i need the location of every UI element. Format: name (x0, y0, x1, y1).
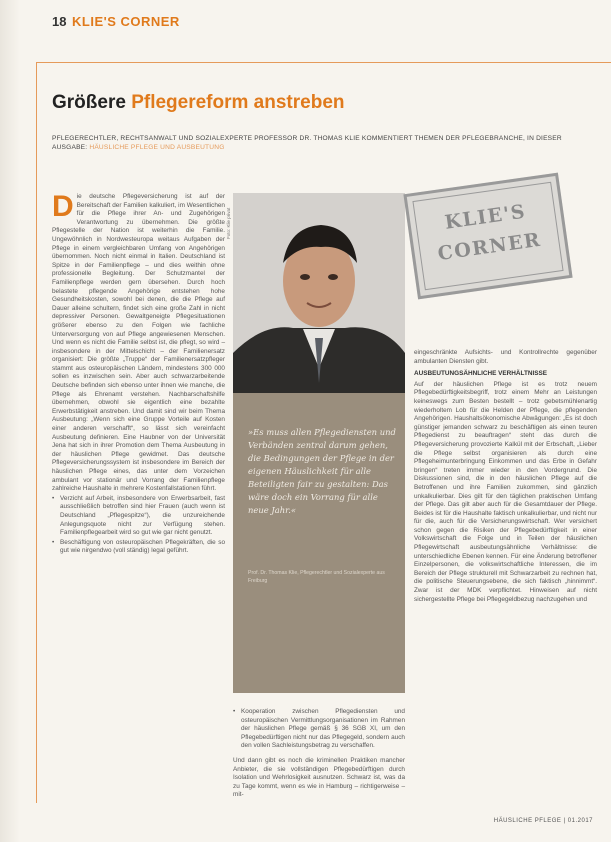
dropcap: D (52, 190, 74, 223)
col3-body: Auf der häuslichen Pflege ist es trotz neuem Pflegebedürftigkeitsbegriff, trotz einem Mehr an Leistungen keineswegs zum Besten bestellt – trotz gebetsmühlenartig wiederholtem Lob für die Helden der Pflege, die pflegenden Angehörigen. Haushaltsökonomische Abwägungen: „Es ist doch günstiger jemanden schwarz zu beschäftigen als einen teuren Pflegedienst zu beauftragen“ steht das durch die Pflegeversicherung provozierte Kalkül mit der Erbschaft, „Lieber die Pflege selbst organisieren als durch eine Pflegeheimunterbringung Einkommen und das Erbe in Gefahr bringen“ treten immer wieder in den Vordergrund. Die Diskussionen sind, die in den häuslichen Pflege auf die Betroffenen und ihre Familien zukommen, sind gänzlich unkalkulierbar. Dies gilt für den täglichen praktischen Umfang der Pflege. Das gilt aber auch für die Gesamtdauer der Pflege. Beides ist für die Haushalte faktisch unkalkulierbar, und nicht nur für die, auch für die Versicherungswirtschaft. Wer versichert schon gegen die Risiken der Pflegebedürftigkeit in einer Volkswirtschaft die Folge und in Teilen der häuslichen Pflegewirtschaft ausbeutungsähnliche Verhältnisse: die unterschiedliche Ebenen kennen. Für eine Änderung betroffener Einzelpersonen, die volkswirtschaftliche Interessen, die im Bereich der Pflege strukturell mit Schwarzarbeit zu rechnen hat, die politische Steuerungsebene, die sich faktisch „hinnimmt“. Zwar ist der MDK verpflichtet. Hinweisen auf nicht sichergestellte Pflege bei Pflegegeldbezug nachzugehen und (414, 380, 597, 603)
stamp-line-2: CORNER (436, 228, 543, 266)
article-headline (52, 92, 345, 114)
col2-body: Und dann gibt es noch die kriminellen Praktiken mancher Anbieter, die sie vollständigen Pflegebedürftigen durch Isolation und Wehrlosigkeit ausnutzen. Schwarz ist, was da zu Tage kommt, wenn es wie in Hamburg – richtigerweise – mit- (233, 756, 405, 799)
text-column-2 (233, 708, 405, 801)
headline-plain: Größere (52, 92, 132, 113)
photo-credit: Foto: Klie privat (226, 207, 231, 239)
pull-quote: »Es muss allen Pflegediensten und Verbänden zentral darum gehen, die Bedingungen der Pflege in der eigenen Häuslichkeit für alle Beteiligten fair zu gestalten: Das wäre doch ein Vorrang für alle neue Jahr.« (248, 427, 396, 515)
page-footer: HÄUSLICHE PFLEGE | 01.2017 (493, 818, 593, 824)
list-item: • Beschäftigung von osteuropäischen Pflegekräften, die so gut wie nirgendwo (voll ständig) legal geführt. (52, 539, 225, 556)
list-item: • Verzicht auf Arbeit, insbesondere von Erwerbsarbeit, fast ausschließlich betroffen sind hier Frauen (auch wenn ist Deutschland „Pflegespitze“), die unzureichende Anlegungsquote nicht zur Verfügung stehen. Familienpflegearbeit wird so gut wie gar nicht genutzt. (52, 495, 225, 538)
page-number: 18 (52, 14, 67, 29)
col3-intro: eingeschränkte Aufsichts- und Kontrollrechte gegenüber ambulanten Diensten gibt. (414, 349, 597, 365)
text-column-3 (414, 349, 597, 605)
author-photo (233, 193, 405, 393)
stamp-line-1: KLIE'S (443, 200, 528, 234)
headline-accent: Pflegereform anstreben (131, 92, 345, 113)
column-subheading: AUSBEUTUNGSÄHNLICHE VERHÄLTNISSE (414, 370, 548, 378)
klies-corner-stamp (403, 173, 572, 300)
page-header (0, 0, 611, 44)
intro-plain: PFLEGERECHTLER, RECHTSANWALT UND SOZIALEXPERTE PROFESSOR DR. THOMAS KLIE KOMMENTIERT THEMEN DER PFLEGEBRANCHE, IN DIESER AUSGABE: (52, 135, 562, 151)
text-column-1 (52, 190, 225, 557)
intro-accent: HÄUSLICHE PFLEGE UND AUSBEUTUNG (89, 144, 225, 151)
col1-body: ie deutsche Pflegeversicherung ist auf der Bereitschaft der Familien kalkuliert, im Wesentlichen für die Pflege ihrer An- und Zugehörigen Verantwortung zu übernehmen. Die größte Pflegestelle der Nation ist weiterhin die Familie. Ungewöhnlich in Nordwesteuropa weitaus Aufgaben der Pflege in einem vergleichbaren Umfang von Angehörigen übernommen. Noch nicht einmal in Italien. Deutschland ist Spitze in der Familienpflege – und dies weithin ohne professionelle Begleitung. Der Schutzmantel der Familienpflege werden gern übersehen. Durch hoch belastete pflegende Angehörige entstehen hohe Gesundheitskosten, sowohl bei denen, die die Pflege auf Dauer alleine schultern, findet sich eine große Zahl in nicht depressiver Personen. Gewaltgeneigte Pflegesituationen größerer ebenso zu den Folgen wie fachliche Unterversorgung von auf Pflege angewiesenen Menschen. Und wenn es nicht die Familie selbst ist, die pflegt, so wird – insbesondere in der Mittelschicht – der Familienersatz organisiert: Die größte „Truppe“ der Familienersatzpfleger stammt aus osteuropäischen Ländern, mindestens 300 000 sollen es inzwischen sein. Aber auch schwarzarbeitende Deutsche befinden sich ebenso unter ihnen wie manche, die Pflege als Ehrenamt verstehen. Nachbarschaftshilfe übernehmen, obwohl sie eigentlich eine bezahlte Erwerbstätigkeit anstreben. Und damit sind wir beim Thema Ausbeutung: „Wenn sich eine Gruppe Vorteile auf Kosten einer anderen verschafft“, so lässt sich vereinfacht Ausbeutung definieren. Eine Haubner von der Universität Jena hat sich in ihrer Promotion dem Thema Ausbeutung in der häuslichen Pflege gewidmet. Das deutsche Pflegeversicherungssystem ist insbesondere im Bereich der häuslichen Pflege eines, das unter dem Vorzeichen ambulant vor stationär und Vorrang der Familienpflege zahlreiche Haushalte in mehrere Kostenfallstationen führt. (52, 193, 225, 493)
quote-source: Prof. Dr. Thomas Klie, Pflegerechtler und Sozialexperte aus Freiburg (248, 570, 385, 584)
portrait-image (233, 193, 405, 393)
section-title: KLIE'S CORNER (72, 14, 180, 29)
list-item: • Kooperation zwischen Pflegediensten und osteuropäischen Vermittlungsorganisationen im Rahmen der häuslichen Pflege gemäß § 36 SGB XI, um den Pflegebedürftigen nicht nur das Pflegegeld, sondern auch den vollen Sachleistungsbetrag zu verschaffen. (233, 708, 405, 751)
article-intro (52, 134, 597, 152)
